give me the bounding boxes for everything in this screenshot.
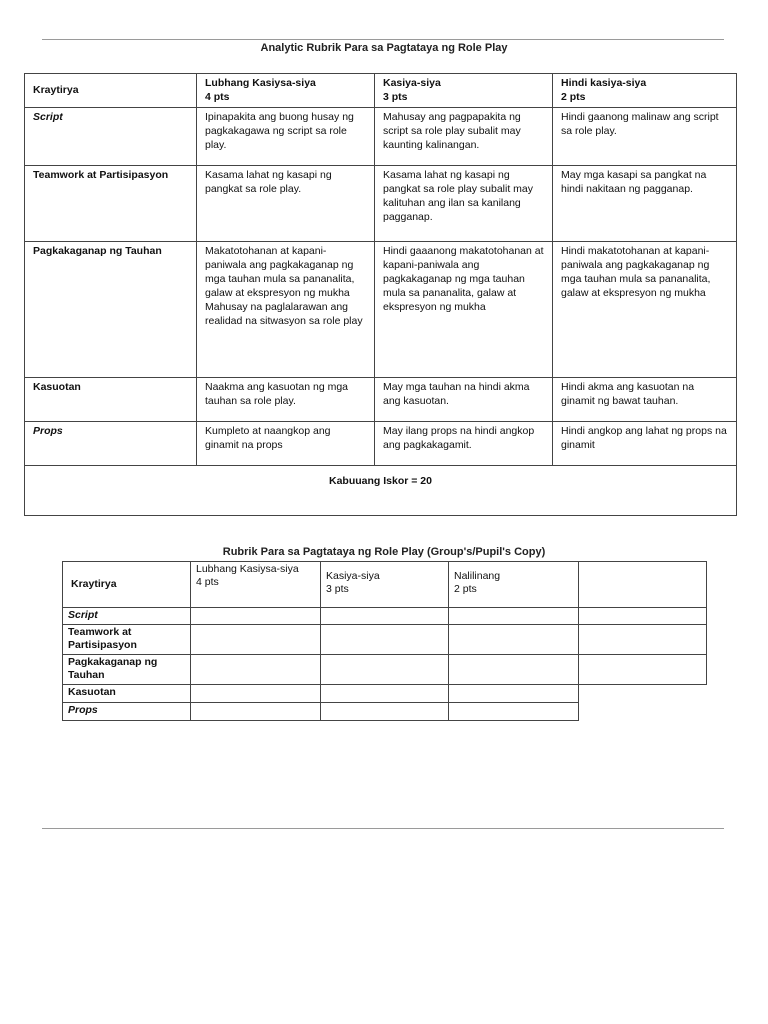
criteria-header: Kraytirya bbox=[25, 74, 197, 108]
score-cell[interactable] bbox=[321, 703, 449, 721]
level-label: Lubhang Kasiysa-siya bbox=[205, 77, 316, 89]
rubric1-header-row bbox=[25, 74, 737, 108]
bottom-divider bbox=[42, 828, 724, 829]
level-points: 2 pts bbox=[561, 91, 586, 103]
score-cell[interactable] bbox=[321, 608, 449, 625]
descriptor-cell: Hindi makatotohanan at kapani-paniwala ang pagkakaganap ng mga tauhan mula sa pananalita, galaw at ekspresyon ng mukha bbox=[553, 242, 737, 378]
score-cell[interactable] bbox=[579, 655, 707, 685]
score-cell[interactable] bbox=[191, 625, 321, 655]
table-row bbox=[25, 422, 737, 466]
blank-cell bbox=[579, 703, 707, 721]
total-score: Kabuuang Iskor = 20 bbox=[25, 466, 737, 516]
level-points: 3 pts bbox=[326, 583, 349, 595]
criteria-cell: Props bbox=[63, 703, 191, 721]
level-points: 4 pts bbox=[196, 576, 219, 588]
descriptor-cell: Mahusay ang pagpapakita ng script sa role play subalit may kaunting kalinangan. bbox=[375, 108, 553, 166]
score-cell[interactable] bbox=[579, 608, 707, 625]
table-row bbox=[63, 685, 707, 703]
score-cell[interactable] bbox=[321, 625, 449, 655]
criteria-cell: Script bbox=[63, 608, 191, 625]
descriptor-cell: Makatotohanan at kapani-paniwala ang pagkakaganap ng mga tauhan mula sa pananalita, galaw at ekspresyon ng mukha Mahusay na paglalarawan ang realidad na sitwasyon sa role play bbox=[197, 242, 375, 378]
level-label: Kasiya-siya bbox=[326, 570, 380, 582]
criteria-cell: Script bbox=[25, 108, 197, 166]
score-cell[interactable] bbox=[191, 655, 321, 685]
analytic-rubric-table bbox=[24, 73, 737, 516]
score-cell[interactable] bbox=[191, 685, 321, 703]
descriptor-cell: Kasama lahat ng kasapi ng pangkat sa role play. bbox=[197, 166, 375, 242]
score-cell[interactable] bbox=[449, 703, 579, 721]
score-cell[interactable] bbox=[579, 625, 707, 655]
table-row bbox=[63, 625, 707, 655]
criteria-cell: Pagkakaganap ng Tauhan bbox=[25, 242, 197, 378]
descriptor-cell: Kasama lahat ng kasapi ng pangkat sa role play subalit may kalituhan ang ilan sa kanilang pagganap. bbox=[375, 166, 553, 242]
table-row bbox=[63, 655, 707, 685]
criteria-cell: Teamwork at Partisipasyon bbox=[25, 166, 197, 242]
descriptor-cell: Hindi akma ang kasuotan na ginamit ng bawat tauhan. bbox=[553, 378, 737, 422]
table-row bbox=[63, 608, 707, 625]
level-header-4 bbox=[197, 74, 375, 108]
table-row bbox=[25, 108, 737, 166]
table-row bbox=[25, 166, 737, 242]
level-points: 2 pts bbox=[454, 583, 477, 595]
pupil-copy-rubric-table bbox=[62, 561, 707, 721]
criteria-header: Kraytirya bbox=[63, 562, 191, 608]
descriptor-cell: May mga tauhan na hindi akma ang kasuotan. bbox=[375, 378, 553, 422]
descriptor-cell: Naakma ang kasuotan ng mga tauhan sa role play. bbox=[197, 378, 375, 422]
score-cell[interactable] bbox=[449, 655, 579, 685]
criteria-cell: Pagkakaganap ng Tauhan bbox=[63, 655, 191, 685]
descriptor-cell: May ilang props na hindi angkop ang pagkakagamit. bbox=[375, 422, 553, 466]
top-divider bbox=[42, 39, 724, 40]
score-cell[interactable] bbox=[191, 703, 321, 721]
criteria-cell: Kasuotan bbox=[25, 378, 197, 422]
level-label: Kasiya-siya bbox=[383, 77, 441, 89]
table-row bbox=[63, 703, 707, 721]
rubric1-title: Analytic Rubrik Para sa Pagtataya ng Role Play bbox=[260, 42, 508, 54]
blank-cell bbox=[579, 685, 707, 703]
score-cell[interactable] bbox=[191, 608, 321, 625]
descriptor-cell: May mga kasapi sa pangkat na hindi nakitaan ng pagganap. bbox=[553, 166, 737, 242]
rubric2-header-row bbox=[63, 562, 707, 608]
level-label: Lubhang Kasiysa-siya bbox=[196, 563, 299, 575]
score-cell[interactable] bbox=[449, 625, 579, 655]
level-header-2 bbox=[553, 74, 737, 108]
level-header-2 bbox=[449, 562, 579, 608]
level-header-4 bbox=[191, 562, 321, 608]
level-header-3 bbox=[375, 74, 553, 108]
descriptor-cell: Hindi gaaanong makatotohanan at kapani-paniwala ang pagkakaganap ng mga tauhan mula sa pananalita, galaw at ekspresyon ng mukha bbox=[375, 242, 553, 378]
table-row bbox=[25, 378, 737, 422]
descriptor-cell: Hindi angkop ang lahat ng props na ginamit bbox=[553, 422, 737, 466]
criteria-cell: Teamwork at Partisipasyon bbox=[63, 625, 191, 655]
descriptor-cell: Hindi gaanong malinaw ang script sa role play. bbox=[553, 108, 737, 166]
level-points: 3 pts bbox=[383, 91, 408, 103]
rubric2-title: Rubrik Para sa Pagtataya ng Role Play (Group's/Pupil's Copy) bbox=[222, 546, 546, 558]
score-cell[interactable] bbox=[321, 685, 449, 703]
blank-header-cell bbox=[579, 562, 707, 608]
level-header-3 bbox=[321, 562, 449, 608]
criteria-cell: Props bbox=[25, 422, 197, 466]
score-cell[interactable] bbox=[449, 685, 579, 703]
level-points: 4 pts bbox=[205, 91, 230, 103]
total-row bbox=[25, 466, 737, 516]
level-label: Nalilinang bbox=[454, 570, 501, 582]
descriptor-cell: Ipinapakita ang buong husay ng pagkakagawa ng script sa role play. bbox=[197, 108, 375, 166]
score-cell[interactable] bbox=[449, 608, 579, 625]
descriptor-cell: Kumpleto at naangkop ang ginamit na props bbox=[197, 422, 375, 466]
score-cell[interactable] bbox=[321, 655, 449, 685]
table-row bbox=[25, 242, 737, 378]
criteria-cell: Kasuotan bbox=[63, 685, 191, 703]
level-label: Hindi kasiya-siya bbox=[561, 77, 647, 89]
